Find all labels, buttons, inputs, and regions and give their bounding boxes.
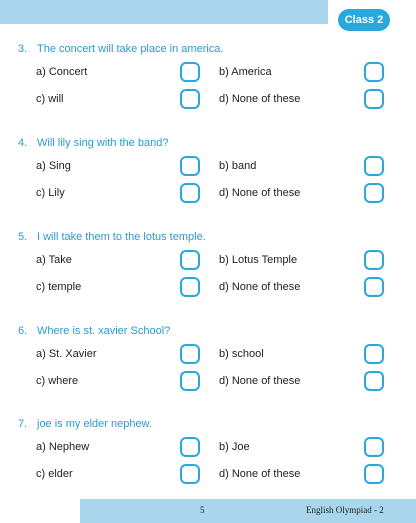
option-d: d) None of these: [219, 93, 301, 105]
question-text: [18, 325, 170, 337]
option-d-checkbox[interactable]: [364, 183, 384, 203]
option-a: a) St. Xavier: [36, 348, 97, 360]
option-b-checkbox[interactable]: [364, 250, 384, 270]
option-c-checkbox[interactable]: [180, 89, 200, 109]
question-text: [18, 43, 223, 55]
top-banner: [0, 0, 328, 24]
option-c-checkbox[interactable]: [180, 371, 200, 391]
option-b: b) Joe: [219, 441, 250, 453]
option-a: a) Concert: [36, 66, 88, 78]
option-c: c) will: [36, 93, 64, 105]
option-b: b) America: [219, 66, 272, 78]
option-c: c) temple: [36, 281, 82, 293]
question-sentence: I will take them to the lotus temple.: [37, 231, 206, 243]
question-number: 3.: [18, 43, 28, 55]
option-b-checkbox[interactable]: [364, 437, 384, 457]
option-d-checkbox[interactable]: [364, 464, 384, 484]
option-c-checkbox[interactable]: [180, 464, 200, 484]
option-d: d) None of these: [219, 187, 301, 199]
question-sentence: Will lily sing with the band?: [37, 137, 169, 149]
option-c-checkbox[interactable]: [180, 183, 200, 203]
option-d: d) None of these: [219, 468, 301, 480]
option-d-checkbox[interactable]: [364, 89, 384, 109]
option-b: b) band: [219, 160, 257, 172]
question-sentence: The concert will take place in america.: [37, 43, 224, 55]
question-number: 6.: [18, 325, 28, 337]
option-d-checkbox[interactable]: [364, 371, 384, 391]
option-d: d) None of these: [219, 375, 301, 387]
option-a-checkbox[interactable]: [180, 156, 200, 176]
option-a-checkbox[interactable]: [180, 62, 200, 82]
question-text: [18, 418, 152, 430]
option-d-checkbox[interactable]: [364, 277, 384, 297]
question-sentence: Where is st. xavier School?: [37, 325, 171, 337]
page-number: 5: [200, 505, 205, 515]
question-number: 4.: [18, 137, 28, 149]
footer-label: English Olympiad - 2: [306, 505, 384, 515]
option-a-checkbox[interactable]: [180, 250, 200, 270]
option-b-checkbox[interactable]: [364, 344, 384, 364]
option-b: b) Lotus Temple: [219, 254, 298, 266]
option-b-checkbox[interactable]: [364, 156, 384, 176]
question-sentence: joe is my elder nephew.: [37, 418, 152, 430]
option-c-checkbox[interactable]: [180, 277, 200, 297]
class-badge: Class 2: [338, 9, 390, 31]
question-number: 5.: [18, 231, 28, 243]
question-text: [18, 231, 206, 243]
option-a-checkbox[interactable]: [180, 344, 200, 364]
option-a: a) Take: [36, 254, 72, 266]
question-number: 7.: [18, 418, 28, 430]
option-c: c) Lily: [36, 187, 65, 199]
option-a: a) Sing: [36, 160, 71, 172]
option-a-checkbox[interactable]: [180, 437, 200, 457]
option-c: c) where: [36, 375, 79, 387]
option-a: a) Nephew: [36, 441, 90, 453]
option-c: c) elder: [36, 468, 73, 480]
option-b: b) school: [219, 348, 264, 360]
option-b-checkbox[interactable]: [364, 62, 384, 82]
question-text: [18, 137, 168, 149]
option-d: d) None of these: [219, 281, 301, 293]
